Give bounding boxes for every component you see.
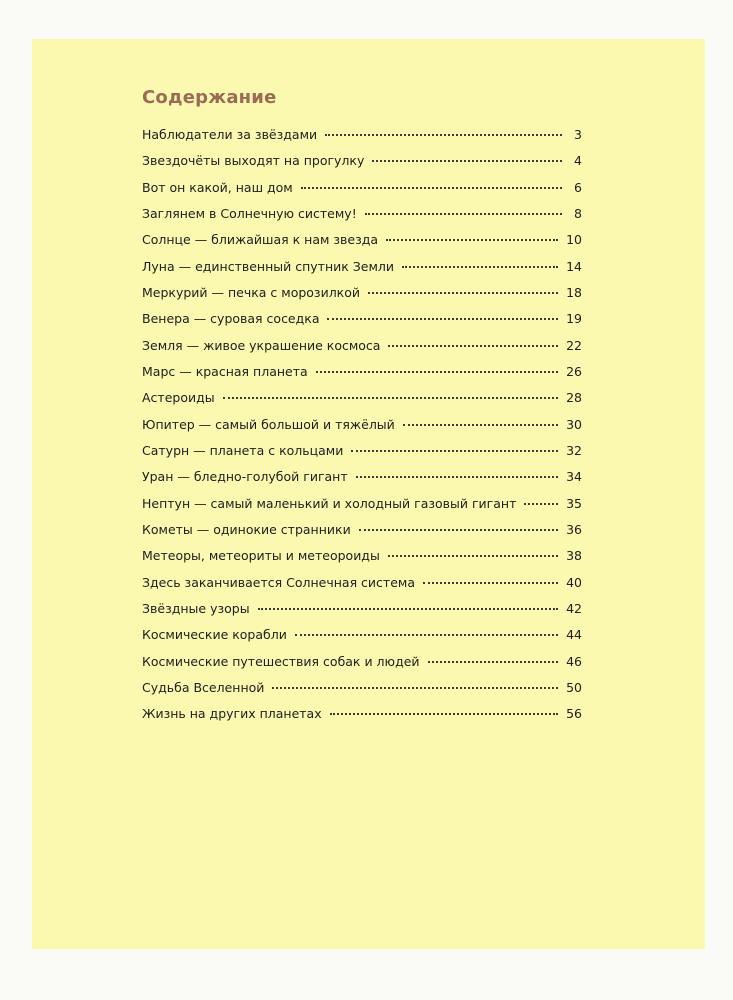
toc-dot-leader	[223, 396, 558, 399]
toc-entry[interactable]	[142, 364, 582, 390]
toc-dot-leader	[388, 344, 558, 347]
toc-dot-leader	[258, 607, 559, 610]
toc-entry-title: Астероиды	[142, 390, 215, 406]
toc-entry[interactable]	[142, 575, 582, 601]
toc-page-number: 18	[566, 284, 582, 300]
toc-entry-title: Сатурн — планета с кольцами	[142, 442, 344, 458]
toc-entry[interactable]	[142, 390, 582, 416]
toc-page-number: 3	[574, 127, 582, 142]
toc-page-number: 6	[574, 179, 582, 195]
toc-entry[interactable]	[142, 443, 582, 469]
toc-page-number: 56	[566, 706, 582, 722]
toc-page-number: 50	[566, 679, 582, 695]
toc-entry-title: Звездочёты выходят на прогулку	[142, 153, 365, 169]
toc-dot-leader	[272, 686, 558, 689]
toc-page-number: 35	[566, 495, 582, 511]
toc-page-number: 42	[566, 600, 582, 616]
toc-dot-leader	[368, 291, 558, 294]
toc-page-number: 32	[566, 442, 582, 458]
toc-entry[interactable]	[142, 127, 582, 153]
toc-heading: Содержание	[142, 87, 277, 108]
toc-dot-leader	[386, 238, 558, 241]
toc-entry-title: Меркурий — печка с морозилкой	[142, 284, 361, 300]
toc-dot-leader	[372, 159, 562, 162]
toc-dot-leader	[327, 317, 558, 320]
toc-page-number: 22	[566, 337, 582, 353]
toc-entry-title: Наблюдатели за звёздами	[142, 127, 318, 142]
toc-entry-title: Солнце — ближайшая к нам звезда	[142, 232, 379, 248]
toc-dot-leader	[403, 423, 558, 426]
toc-page-number: 34	[566, 469, 582, 485]
toc-entry[interactable]	[142, 338, 582, 364]
toc-dot-leader	[295, 633, 558, 636]
toc-entry[interactable]	[142, 206, 582, 232]
toc-entry[interactable]	[142, 680, 582, 706]
toc-entry[interactable]	[142, 259, 582, 285]
toc-dot-leader	[402, 265, 558, 268]
toc-page-number: 44	[566, 627, 582, 643]
toc-page-number: 46	[566, 653, 582, 669]
toc-entry[interactable]	[142, 180, 582, 206]
toc-entry[interactable]	[142, 232, 582, 258]
toc-entry-title: Земля — живое украшение космоса	[142, 337, 381, 353]
toc-dot-leader	[316, 370, 558, 373]
toc-entry[interactable]	[142, 311, 582, 337]
toc-page-number: 14	[566, 258, 582, 274]
toc-page-number: 38	[566, 548, 582, 564]
toc-page-number: 26	[566, 363, 582, 379]
toc-entry-title: Заглянем в Солнечную систему!	[142, 205, 357, 221]
toc-entry-title: Нептун — самый маленький и холодный газовый гигант	[142, 495, 517, 511]
toc-dot-leader	[325, 133, 562, 136]
toc-entry[interactable]	[142, 417, 582, 443]
toc-dot-leader	[351, 449, 558, 452]
toc-entry-title: Кометы — одинокие странники	[142, 521, 351, 537]
toc-dot-leader	[428, 660, 559, 663]
toc-dot-leader	[388, 554, 558, 557]
toc-entry-title: Космические путешествия собак и людей	[142, 653, 420, 669]
toc-entry-title: Жизнь на других планетах	[142, 706, 322, 722]
toc-page-number: 8	[574, 205, 582, 221]
toc-entry[interactable]	[142, 153, 582, 179]
toc-page-number: 19	[566, 311, 582, 327]
toc-page-number: 36	[566, 521, 582, 537]
toc-page-number: 40	[566, 574, 582, 590]
toc-entry[interactable]	[142, 706, 582, 732]
toc-dot-leader	[301, 186, 562, 189]
toc-dot-leader	[423, 581, 558, 584]
toc-dot-leader	[365, 212, 562, 215]
toc-page-number: 4	[574, 153, 582, 169]
toc-dot-leader	[524, 502, 558, 505]
toc-entry-title: Звёздные узоры	[142, 600, 250, 616]
toc-entry[interactable]	[142, 654, 582, 680]
toc-dot-leader	[359, 528, 558, 531]
toc-entry[interactable]	[142, 469, 582, 495]
toc-entry[interactable]	[142, 496, 582, 522]
toc-entry-title: Судьба Вселенной	[142, 679, 265, 695]
toc-page-number: 30	[566, 416, 582, 432]
toc-entry[interactable]	[142, 627, 582, 653]
toc-entry-title: Юпитер — самый большой и тяжёлый	[142, 416, 395, 432]
toc-entry-title: Космические корабли	[142, 627, 287, 643]
toc-page-number: 28	[566, 390, 582, 406]
toc-entry[interactable]	[142, 601, 582, 627]
toc-entry[interactable]	[142, 522, 582, 548]
toc-entry-title: Уран — бледно-голубой гигант	[142, 469, 348, 485]
toc-entry[interactable]	[142, 285, 582, 311]
toc-entry-title: Вот он какой, наш дом	[142, 179, 293, 195]
toc-dot-leader	[356, 475, 558, 478]
toc-list	[142, 127, 582, 733]
toc-entry[interactable]	[142, 548, 582, 574]
toc-entry-title: Здесь заканчивается Солнечная система	[142, 574, 415, 590]
toc-entry-title: Луна — единственный спутник Земли	[142, 258, 395, 274]
toc-entry-title: Метеоры, метеориты и метеороиды	[142, 548, 380, 564]
toc-entry-title: Венера — суровая соседка	[142, 311, 320, 327]
toc-page-number: 10	[566, 232, 582, 248]
toc-entry-title: Марс — красная планета	[142, 363, 308, 379]
toc-dot-leader	[330, 712, 558, 715]
